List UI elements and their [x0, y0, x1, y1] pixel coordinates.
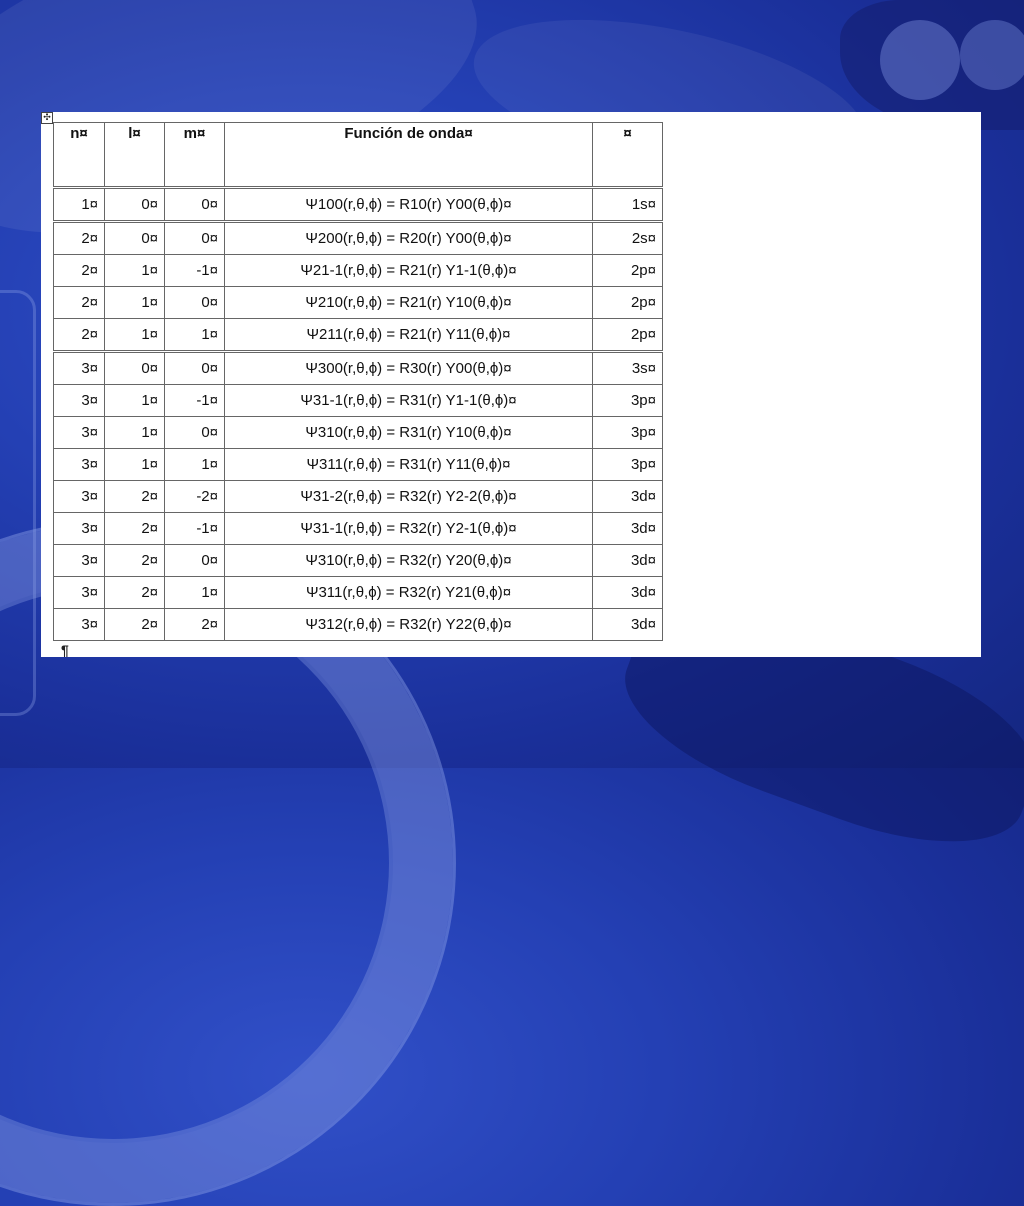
cell-n: 3¤: [54, 545, 105, 577]
cell-m: -1¤: [165, 513, 225, 545]
cell-m: 1¤: [165, 319, 225, 352]
cell-wave-function: Ψ100(r,θ,ϕ) = R10(r) Y00(θ,ϕ)¤: [225, 188, 593, 222]
cell-l: 1¤: [105, 449, 165, 481]
cell-l: 1¤: [105, 255, 165, 287]
header-l: l¤: [105, 123, 165, 188]
cell-orbital: 3p¤: [593, 449, 663, 481]
cell-n: 3¤: [54, 513, 105, 545]
table-row: [54, 545, 663, 577]
cell-n: 2¤: [54, 319, 105, 352]
cell-l: 0¤: [105, 222, 165, 255]
table-row: [54, 609, 663, 641]
header-m: m¤: [165, 123, 225, 188]
cell-wave-function: Ψ31-1(r,θ,ϕ) = R31(r) Y1-1(θ,ϕ)¤: [225, 385, 593, 417]
cell-wave-function: Ψ311(r,θ,ϕ) = R32(r) Y21(θ,ϕ)¤: [225, 577, 593, 609]
table-row: [54, 222, 663, 255]
cell-wave-function: Ψ310(r,θ,ϕ) = R32(r) Y20(θ,ϕ)¤: [225, 545, 593, 577]
cell-wave-function: Ψ210(r,θ,ϕ) = R21(r) Y10(θ,ϕ)¤: [225, 287, 593, 319]
cell-m: -2¤: [165, 481, 225, 513]
cell-wave-function: Ψ31-1(r,θ,ϕ) = R32(r) Y2-1(θ,ϕ)¤: [225, 513, 593, 545]
cell-l: 2¤: [105, 609, 165, 641]
cell-n: 3¤: [54, 577, 105, 609]
cell-orbital: 1s¤: [593, 188, 663, 222]
seal-fragment-watermark: [0, 290, 36, 716]
cell-l: 2¤: [105, 513, 165, 545]
cell-l: 2¤: [105, 577, 165, 609]
wave-function-table: [53, 122, 663, 641]
cell-orbital: 2s¤: [593, 222, 663, 255]
cell-orbital: 3p¤: [593, 385, 663, 417]
cell-wave-function: Ψ311(r,θ,ϕ) = R31(r) Y11(θ,ϕ)¤: [225, 449, 593, 481]
cell-m: 0¤: [165, 545, 225, 577]
table-row: [54, 449, 663, 481]
cell-l: 0¤: [105, 352, 165, 385]
cell-m: 2¤: [165, 609, 225, 641]
cell-wave-function: Ψ31-2(r,θ,ϕ) = R32(r) Y2-2(θ,ϕ)¤: [225, 481, 593, 513]
cell-l: 1¤: [105, 385, 165, 417]
cell-orbital: 2p¤: [593, 287, 663, 319]
cell-orbital: 2p¤: [593, 255, 663, 287]
cell-m: 0¤: [165, 222, 225, 255]
cell-wave-function: Ψ21-1(r,θ,ϕ) = R21(r) Y1-1(θ,ϕ)¤: [225, 255, 593, 287]
cell-wave-function: Ψ200(r,θ,ϕ) = R20(r) Y00(θ,ϕ)¤: [225, 222, 593, 255]
cell-n: 3¤: [54, 609, 105, 641]
cell-orbital: 3d¤: [593, 545, 663, 577]
table-row: [54, 385, 663, 417]
background-shape: [880, 20, 960, 100]
document-panel: [41, 112, 981, 657]
cell-wave-function: Ψ310(r,θ,ϕ) = R31(r) Y10(θ,ϕ)¤: [225, 417, 593, 449]
table-row: [54, 577, 663, 609]
cell-orbital: 3d¤: [593, 609, 663, 641]
cell-n: 2¤: [54, 222, 105, 255]
cell-n: 3¤: [54, 417, 105, 449]
paragraph-mark: ¶: [61, 642, 69, 658]
cell-m: 0¤: [165, 352, 225, 385]
cell-l: 2¤: [105, 545, 165, 577]
cell-n: 2¤: [54, 255, 105, 287]
background-shape: [840, 0, 1024, 130]
cell-orbital: 3d¤: [593, 481, 663, 513]
cell-orbital: 2p¤: [593, 319, 663, 352]
cell-m: 0¤: [165, 417, 225, 449]
cell-n: 3¤: [54, 352, 105, 385]
table-row: [54, 417, 663, 449]
header-orbital: ¤: [593, 123, 663, 188]
table-row: [54, 319, 663, 352]
cell-n: 3¤: [54, 385, 105, 417]
cell-wave-function: Ψ300(r,θ,ϕ) = R30(r) Y00(θ,ϕ)¤: [225, 352, 593, 385]
cell-n: 2¤: [54, 287, 105, 319]
cell-l: 1¤: [105, 319, 165, 352]
cell-wave-function: Ψ211(r,θ,ϕ) = R21(r) Y11(θ,ϕ)¤: [225, 319, 593, 352]
cell-orbital: 3d¤: [593, 577, 663, 609]
cell-m: -1¤: [165, 385, 225, 417]
cell-m: 1¤: [165, 577, 225, 609]
cell-l: 0¤: [105, 188, 165, 222]
cell-m: -1¤: [165, 255, 225, 287]
cell-n: 3¤: [54, 481, 105, 513]
cell-orbital: 3d¤: [593, 513, 663, 545]
cell-m: 1¤: [165, 449, 225, 481]
cell-orbital: 3p¤: [593, 417, 663, 449]
cell-orbital: 3s¤: [593, 352, 663, 385]
cell-n: 3¤: [54, 449, 105, 481]
cell-m: 0¤: [165, 287, 225, 319]
table-row: [54, 255, 663, 287]
table-row: [54, 287, 663, 319]
table-header-row: [54, 123, 663, 188]
table-row: [54, 188, 663, 222]
header-wave-function: Función de onda¤: [225, 123, 593, 188]
cell-l: 2¤: [105, 481, 165, 513]
table-row: [54, 513, 663, 545]
background-shape: [960, 20, 1024, 90]
cell-l: 1¤: [105, 287, 165, 319]
cell-wave-function: Ψ312(r,θ,ϕ) = R32(r) Y22(θ,ϕ)¤: [225, 609, 593, 641]
cell-l: 1¤: [105, 417, 165, 449]
header-n: n¤: [54, 123, 105, 188]
cell-n: 1¤: [54, 188, 105, 222]
table-row: [54, 481, 663, 513]
move-cross-icon[interactable]: ✣: [41, 112, 53, 124]
table-row: [54, 352, 663, 385]
cell-m: 0¤: [165, 188, 225, 222]
